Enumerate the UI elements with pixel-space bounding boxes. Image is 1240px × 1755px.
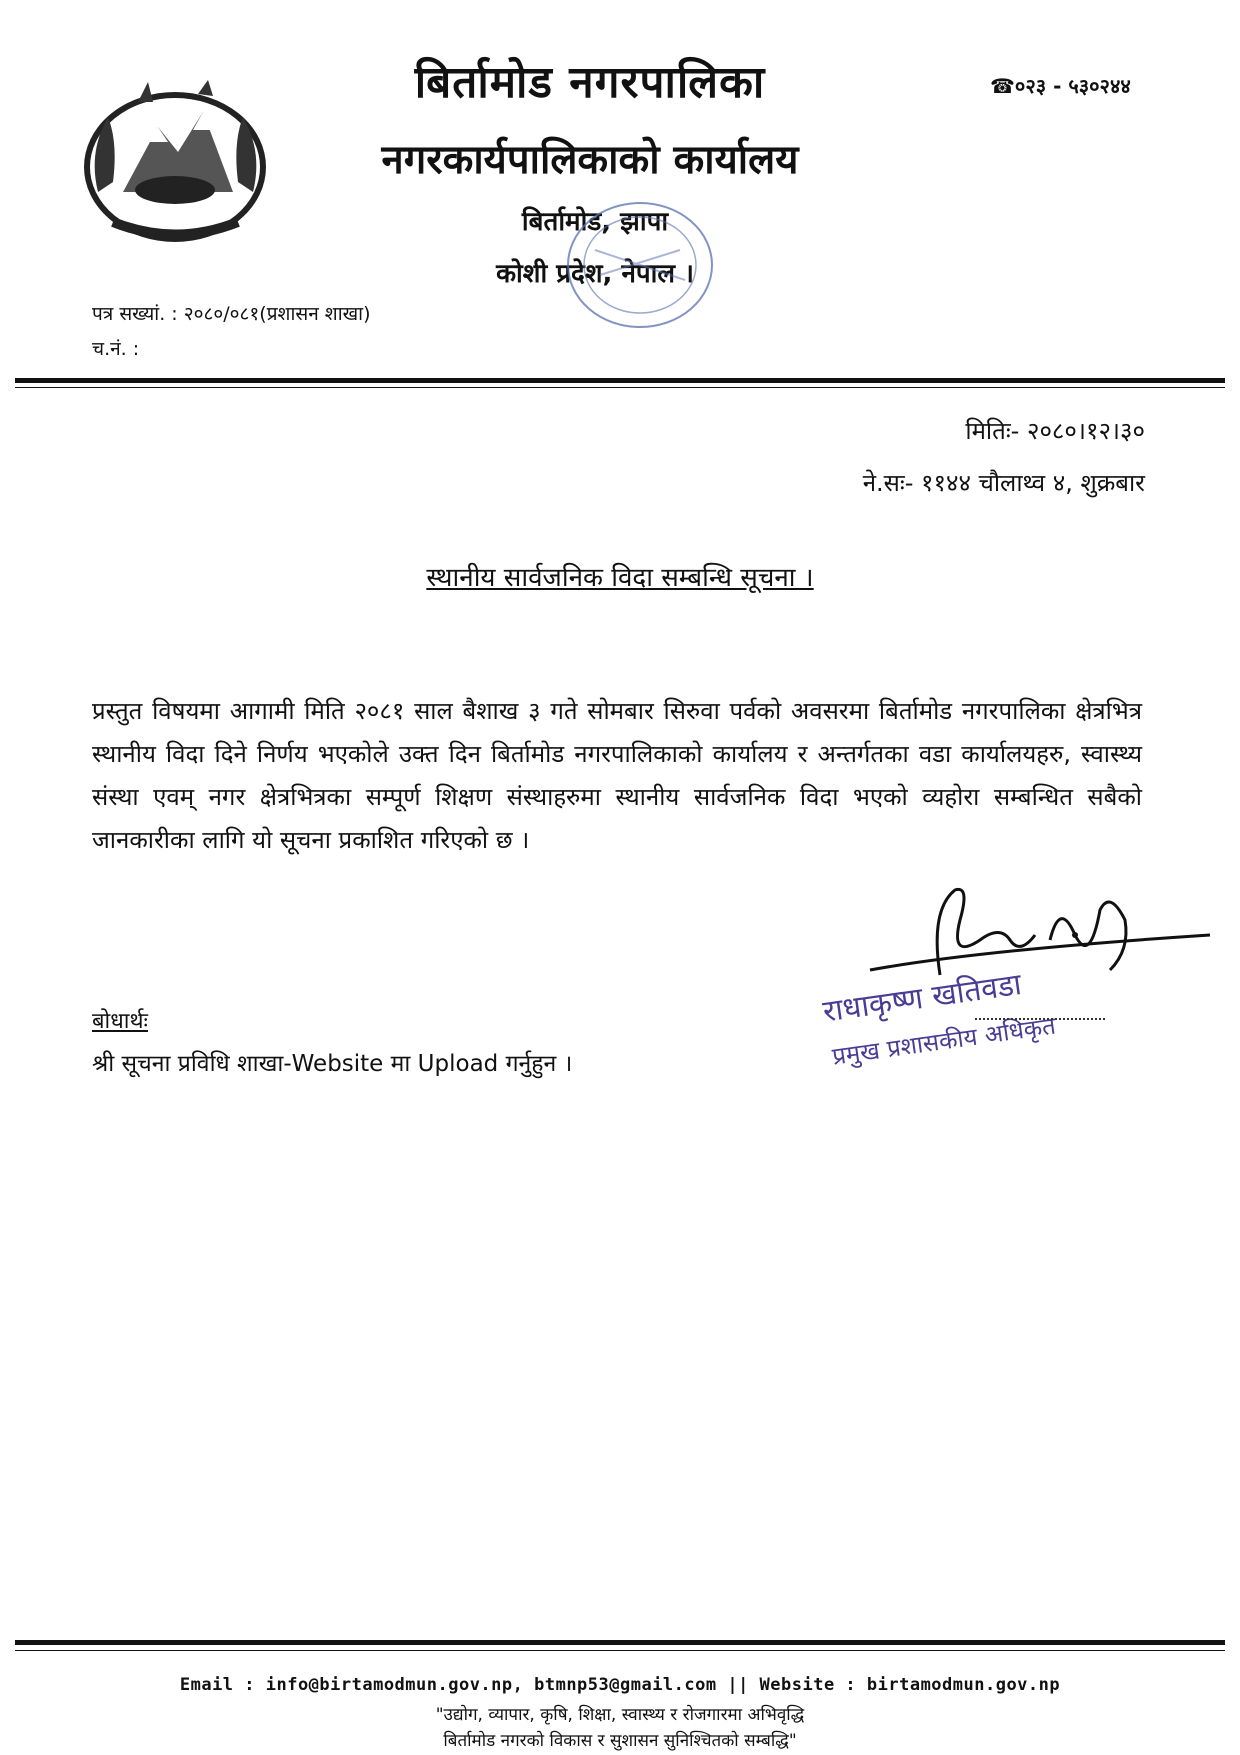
office-stamp [555, 190, 725, 340]
header-divider-thick [15, 378, 1225, 383]
reference-number: पत्र सख्यां. : २०८०/०८१(प्रशासन शाखा) [92, 303, 371, 325]
signature-dotted-line [975, 1018, 1105, 1020]
notice-body: प्रस्तुत विषयमा आगामी मिति २०८१ साल बैशाख ३ गते सोमबार सिरुवा पर्वको अवसरमा बिर्तामोड नगरपालिका क्षेत्रभित्र स्थानीय विदा दिने निर्णय भएकोले उक्त दिन बिर्तामोड नगरपालिकाको कार्यालय र अन्तर्गतका वडा कार्यालयहरु, स्वास्थ्य संस्था एवम् नगर क्षेत्रभित्रका सम्पूर्ण शिक्षण संस्थाहरुमा स्थानीय सार्वजनिक विदा भएको व्यहोरा सम्बन्धित सबैको जानकारीका लागि यो सूचना प्रकाशित गरिएको छ । [92, 697, 1142, 854]
office-province: कोशी प्रदेश, नेपाल । [496, 259, 694, 289]
phone-number [990, 72, 1131, 99]
footer-motto-line-1: "उद्योग, व्यापार, कृषि, शिक्षा, स्वास्थ्य र रोजगारमा अभिवृद्धि [435, 1705, 805, 1725]
notice-title [300, 558, 940, 594]
footer-divider-thick [15, 1640, 1225, 1645]
footer-motto-line-2: बिर्तामोड नगरको विकास र सुशासन सुनिश्चितको सम्बद्धि" [443, 1731, 797, 1751]
dispatch-number: च.नं. : [92, 338, 140, 360]
office-subtitle: नगरकार्यपालिकाको कार्यालय [381, 137, 799, 183]
signatory-designation: प्रमुख प्रशासकीय अधिकृत [830, 1011, 1058, 1071]
office-place: बिर्तामोड, झापा [521, 207, 669, 237]
nepal-samvat-date: ने.सः- ११४४ चौलाथ्व ४, शुक्रबार [862, 469, 1145, 497]
header-divider-thin [15, 387, 1225, 388]
telephone-icon: ☎ [990, 74, 1015, 98]
letter-date: मितिः- २०८०।१२।३० [965, 417, 1145, 445]
phone-number-text: ०२३ - ५३०२४४ [1014, 74, 1131, 98]
footer-contact: Email : info@birtamodmun.gov.np, btmnp53@gmail.com || Website : birtamodmun.gov.np [179, 1675, 1061, 1695]
nepal-emblem-logo [78, 72, 273, 247]
footer-divider-thin [15, 1650, 1225, 1651]
handwritten-signature [860, 880, 1220, 990]
cc-recipient: श्री सूचना प्रविधि शाखा-Website मा Upload गर्नुहुन । [92, 1051, 573, 1077]
office-name: बिर्तामोड नगरपालिका [414, 57, 766, 108]
signatory-name: राधाकृष्ण खतिवडा [820, 967, 1024, 1030]
notice-title-text: स्थानीय सार्वजनिक विदा सम्बन्धि सूचना । [426, 563, 814, 593]
cc-heading: बोधार्थः [92, 1009, 148, 1034]
